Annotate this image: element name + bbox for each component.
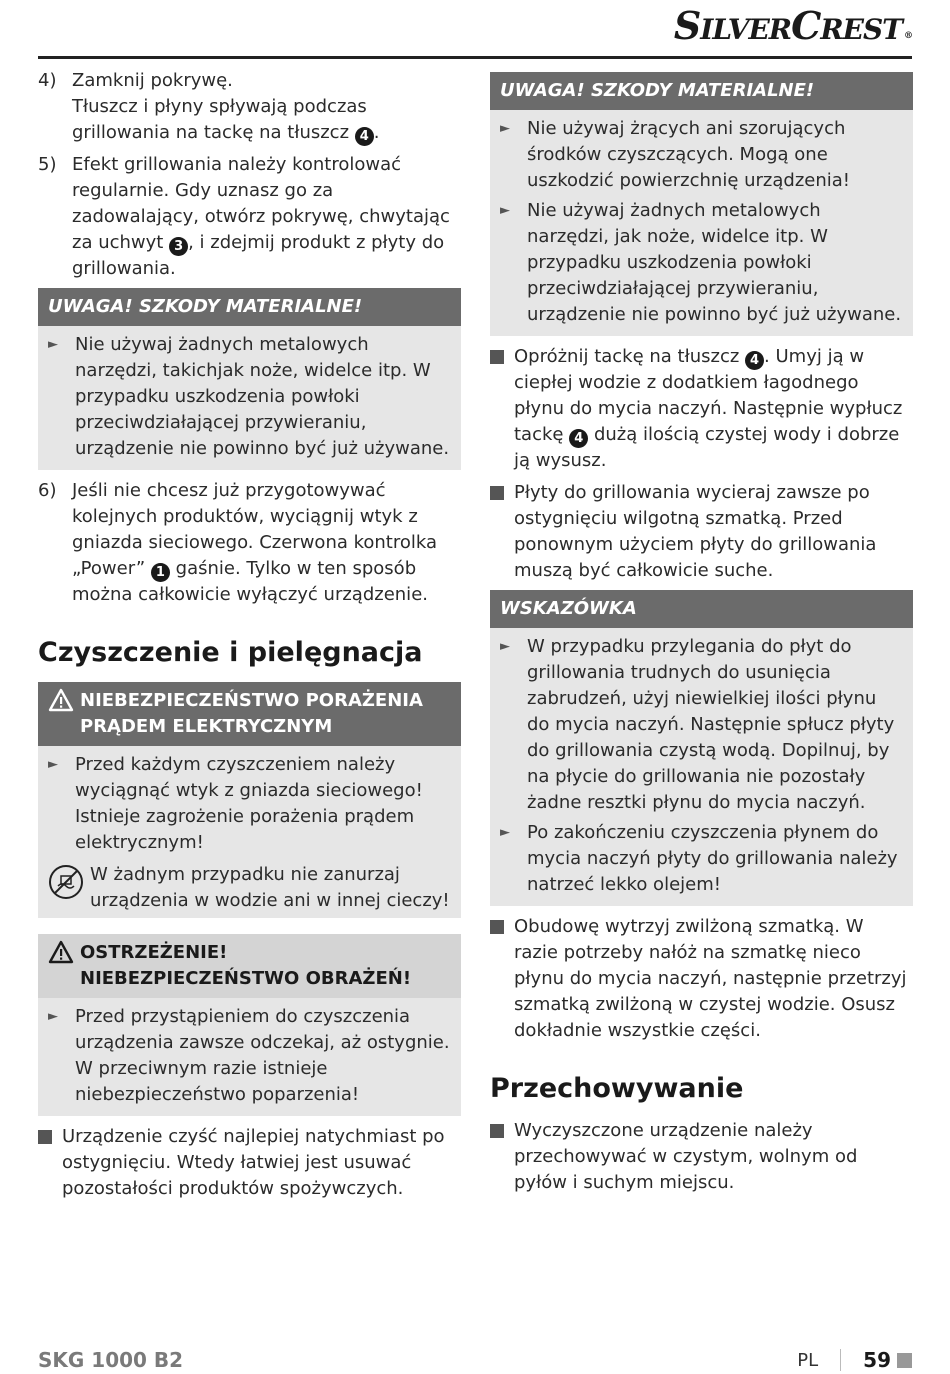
- footer-divider: [840, 1349, 841, 1371]
- caution-material-box-right: [490, 72, 913, 336]
- list-item: ► Przed każdym czyszczeniem należy wyciągnąć wtyk z gniazda sieciowego! Istnieje zagrożenie porażenia prądem elektrycznym!: [48, 752, 451, 856]
- right-column: [490, 68, 913, 1202]
- triangle-bullet-icon: ►: [500, 639, 510, 654]
- step-4: 4) Zamknij pokrywę. Tłuszcz i płyny spływają podczas grillowania na tackę na tłuszcz 4 .: [38, 70, 380, 144]
- list-item: ► Po zakończeniu czyszczenia płynem do mycia naczyń płyty do grillowania należy natrzeć lekko olejem!: [500, 820, 903, 898]
- section-heading: Przechowywanie: [490, 1073, 744, 1104]
- brand-logo: SILVERCREST ®: [673, 3, 912, 48]
- triangle-bullet-icon: ►: [500, 203, 510, 218]
- language-code: PL: [797, 1349, 819, 1371]
- box-title: WSKAZÓWKA: [490, 590, 913, 628]
- ref-badge-4: 4: [355, 127, 374, 146]
- square-bullet-icon: [38, 1130, 52, 1144]
- list-item: Płyty do grillowania wycieraj zawsze po ostygnięciu wilgotną szmatką. Przed ponownym użyciem płyty do grillowania muszą być całkowicie suche.: [490, 480, 913, 584]
- square-bullet-icon: [490, 1124, 504, 1138]
- header-rule: [38, 56, 912, 59]
- ref-badge-1: 1: [151, 563, 170, 582]
- page-number: 59: [863, 1348, 891, 1372]
- square-bullet-icon: [490, 350, 504, 364]
- tip-box: [490, 590, 913, 906]
- list-item: ► Przed przystąpieniem do czyszczenia urządzenia zawsze odczekaj, aż ostygnie. W przeciwnym razie istnieje niebezpieczeństwo poparzenia!: [48, 1004, 451, 1108]
- ref-badge-4: 4: [569, 429, 588, 448]
- page-footer: [797, 1348, 912, 1372]
- list-item: ► Nie używaj żrących ani szorujących środków czyszczących. Mogą one uszkodzić powierzchnię urządzenia!: [500, 116, 903, 194]
- square-bullet-icon: [490, 920, 504, 934]
- square-bullet-icon: [490, 486, 504, 500]
- triangle-bullet-icon: ►: [48, 757, 58, 772]
- ref-badge-4: 4: [745, 351, 764, 370]
- warning-triangle-icon: [48, 688, 74, 712]
- box-title: UWAGA! SZKODY MATERIALNE!: [38, 288, 461, 326]
- model-number: SKG 1000 B2: [38, 1348, 184, 1372]
- list-item: ► Nie używaj żadnych metalowych narzędzi, takichjak noże, widelce itp. W przypadku uszkodzenia powłoki przeciwdziałającej przywieraniu, urządzenie nie powinno być już używane.: [48, 332, 451, 462]
- triangle-bullet-icon: ►: [500, 825, 510, 840]
- list-item: ► W przypadku przylegania do płyt do grillowania trudnych do usunięcia zabrudzeń, użyj niewielkiej ilości płynu do mycia naczyń. Następnie spłucz płyty do grillowania czystą wodą. Dopilnuj, by na płycie do grillowania nie pozostały żadne resztki płynu do mycia naczyń.: [500, 634, 903, 816]
- left-column: [38, 68, 461, 1208]
- box-title: UWAGA! SZKODY MATERIALNE!: [490, 72, 913, 110]
- ref-badge-3: 3: [169, 237, 188, 256]
- triangle-bullet-icon: ►: [48, 337, 58, 352]
- warning-triangle-icon: [48, 940, 74, 964]
- list-item: Obudowę wytrzyj zwilżoną szmatką. W razie potrzeby nałóż na szmatkę nieco płynu do mycia naczyń, następnie przetrzyj szmatką zwilżoną w czystej wodzie. Osusz dokładnie wszystkie części.: [490, 914, 913, 1044]
- step-5: 5) Efekt grillowania należy kontrolować regularnie. Gdy uznasz go za zadowalający, otwórz pokrywę, chwytając za uchwyt 3 , i zdejmij produkt z płyty do grillowania.: [38, 154, 450, 279]
- danger-electric-box: NIEBEZPIECZEŃSTWO PORAŻENIA PRĄDEM ELEKTRYCZNYM ► Przed każdym czyszczeniem należy wyciągnąć wtyk z gniazda sieciowego! Istnieje zagrożenie porażenia prądem elektrycznym! W żadnym przypadku nie zanurzaj urządzenia w wodzie ani w innej cieczy!: [38, 682, 461, 918]
- no-immersion-note: W żadnym przypadku nie zanurzaj urządzenia w wodzie ani w innej cieczy!: [48, 860, 451, 914]
- warning-injury-box: OSTRZEŻENIE! NIEBEZPIECZEŃSTWO OBRAŻEŃ! ► Przed przystąpieniem do czyszczenia urządzenia zawsze odczekaj, aż ostygnie. W przeciwnym razie istnieje niebezpieczeństwo poparzenia!: [38, 934, 461, 1116]
- triangle-bullet-icon: ►: [48, 1009, 58, 1024]
- square-marker-icon: [897, 1353, 912, 1368]
- list-item: Urządzenie czyść najlepiej natychmiast po ostygnięciu. Wtedy łatwiej jest usuwać pozostałości produktów spożywczych.: [38, 1124, 461, 1202]
- list-item: Wyczyszczone urządzenie należy przechowywać w czystym, wolnym od pyłów i suchym miejscu.: [490, 1118, 913, 1196]
- list-item: Opróżnij tackę na tłuszcz 4 . Umyj ją w ciepłej wodzie z dodatkiem łagodnego płynu do mycia naczyń. Następnie wypłucz tackę 4 dużą ilością czystej wody i dobrze ją wysusz.: [490, 344, 913, 474]
- caution-material-box: [38, 288, 461, 470]
- triangle-bullet-icon: ►: [500, 121, 510, 136]
- step-6: 6) Jeśli nie chcesz już przygotowywać kolejnych produktów, wyciągnij wtyk z gniazda sieciowego. Czerwona kontrolka „Power” 1 gaśnie. Tylko w ten sposób można całkowicie wyłączyć urządzenie.: [38, 480, 438, 605]
- list-item: ► Nie używaj żadnych metalowych narzędzi, jak noże, widelce itp. W przypadku uszkodzenia powłoki przeciwdziałającej przywieraniu, urządzenie nie powinno być już używane.: [500, 198, 903, 328]
- no-immersion-icon: [48, 864, 84, 900]
- section-heading: Czyszczenie i pielęgnacja: [38, 637, 423, 668]
